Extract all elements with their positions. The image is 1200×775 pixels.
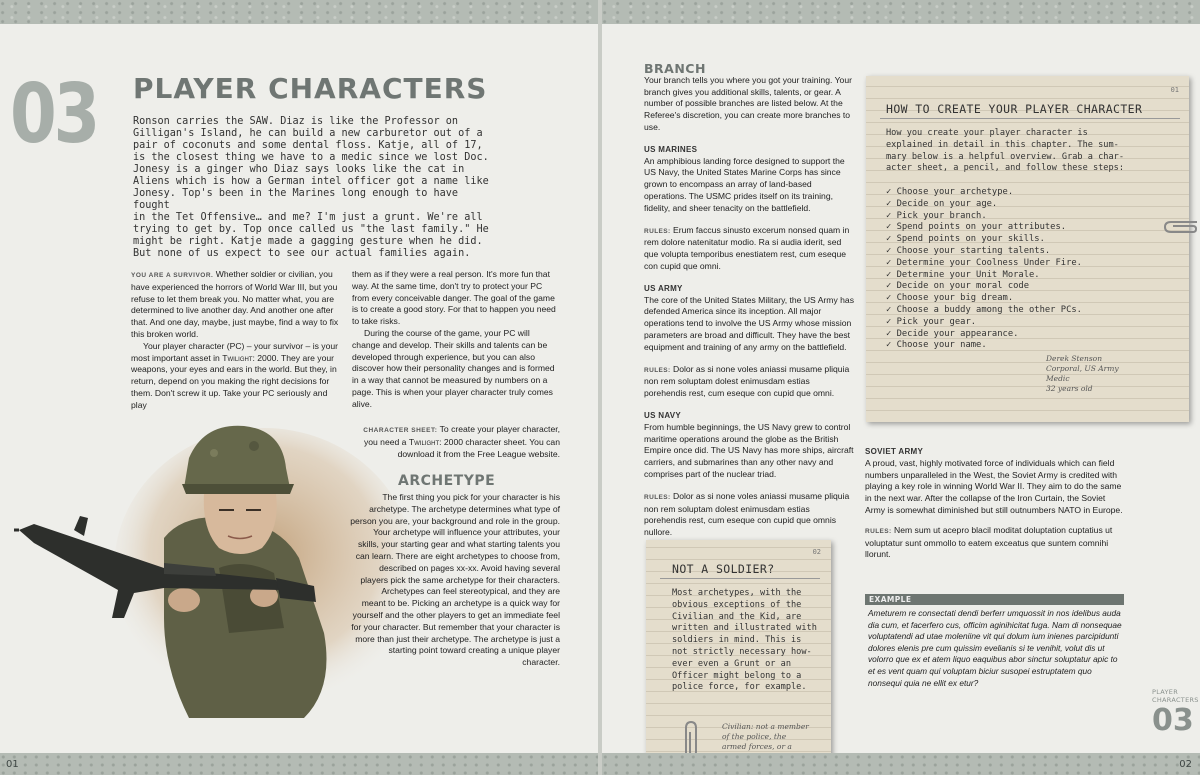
check-icon: ✓ <box>886 293 892 304</box>
step-text: Determine your Unit Morale. <box>896 269 1040 280</box>
check-icon: ✓ <box>886 245 892 256</box>
soviet-army-section <box>865 446 1125 561</box>
bottom-grunge-band-right <box>602 753 1200 775</box>
step-item <box>886 293 1082 305</box>
body-column-a <box>131 269 341 412</box>
step-item <box>886 234 1082 246</box>
realperson-paragraph: them as if they were a real person. It's more fun that way. At the same time, don't try to protect your PC from every conceivable danger. The goal of the game is to create a good story. For that to happen you need to take risks. <box>352 269 556 327</box>
rules-label: RULES: <box>644 227 671 235</box>
top-grunge-band <box>0 0 598 24</box>
step-item <box>886 258 1082 270</box>
check-icon: ✓ <box>886 328 892 339</box>
branch-marines-rules <box>644 225 854 273</box>
example-text: Ameturem re consectati dendi berferr umquossit in nos idelibus auda dia cum, et facerfero cus, officim aginihicitat fuga. Nam di nonsequae voluptatendi ad utae moleniine vit qui dolum ium inienes parcipidunti dolores elenis pre cum quissim evelianis si te venihit, volut dis ut volorro que ex et atem liquo eaquibus abor sinctur soluptatur apic to et es vent quam qui voluptam biciur susopei estruptatem quo nonsequi quia ne ellit ex etur? <box>868 608 1122 688</box>
branch-marines <box>644 144 854 215</box>
step-item <box>886 187 1082 199</box>
chapter-side-tab <box>1152 688 1200 736</box>
step-text: Decide your appearance. <box>896 328 1019 339</box>
step-item <box>886 317 1082 329</box>
step-text: Choose your name. <box>896 340 987 351</box>
branch-text: From humble beginnings, the US Navy grew to control maritime operations around the globe as the British Empire once did. The US Navy has more ships, aircraft carriers, and submarines than any other navy and comprises part of the nuclear triad. <box>644 421 854 479</box>
check-icon: ✓ <box>886 316 892 327</box>
body-column-b <box>352 269 560 411</box>
page-number-left: 01 <box>6 759 19 770</box>
survivor-text: Whether soldier or civilian, you have experienced the horrors of World War III, but you refuse to let them break you. No matter what, you are determined to live another day. And another one after that. And one day, maybe, just maybe, find a way to fix this broken world. <box>131 269 339 339</box>
rules-text: Erum faccus sinusto excerum nonsed quam in rem dolore natenitatur modio. Ra si audia iderit, sed que volupta temporibus enestiatem rest, cum eseque con cupid que omni. <box>644 224 850 271</box>
step-item <box>886 211 1082 223</box>
step-item <box>886 199 1082 211</box>
step-item <box>886 329 1082 341</box>
card-text: Most archetypes, with the obvious exceptions of the Civilian and the Kid, are written and illustrated with soldiers in mind. This is not strictly necessary how- ever even a Grunt or an Officer might belong to a police force, for example. <box>672 588 817 693</box>
card-divider <box>880 118 1180 119</box>
how-to-create-card <box>866 76 1189 422</box>
side-tab-number: 03 <box>1152 703 1194 738</box>
rules-text: Nem sum ut acepro blacil moditat doluptation cuptatius ut voluptatur sunt ommollo to eatem exceatus que suntem comnihi llorunt. <box>865 524 1113 560</box>
step-item <box>886 222 1082 234</box>
game-name: Twilight <box>222 352 253 363</box>
step-text: Choose your starting talents. <box>896 245 1051 256</box>
right-page <box>602 0 1200 775</box>
not-a-soldier-card <box>646 540 831 775</box>
branch-name: US MARINES <box>644 144 698 154</box>
check-icon: ✓ <box>886 257 892 268</box>
step-item <box>886 281 1082 293</box>
branch-intro: Your branch tells you where you got your training. Your branch gives you additional skills, talents, or gear. A number of possible branches are listed below. At the Referee's discretion, you can create more branches to use. <box>644 74 852 132</box>
branch-text: A proud, vast, highly motivated force of individuals which can field numbers unparalleled in the West, the Soviet Army is credited with playing a key role in winning World War II. They aim to do the same in the next war. After the collapse of the Iron Curtain, the Soviet Army is somewhat diminished but still outnumbers NATO in Europe. <box>865 457 1123 515</box>
rules-text: Dolor as si none voles aniassi musame pliquia non rem soluptam dolest enimusdam estias porehendis rest, cum eseque con cupid que omnis nullore. <box>644 490 850 538</box>
card-tag: 01 <box>1170 86 1179 94</box>
step-text: Pick your branch. <box>896 210 987 221</box>
branch-column <box>644 63 854 549</box>
check-icon: ✓ <box>886 198 892 209</box>
branch-name: US NAVY <box>644 410 682 420</box>
steps-list <box>886 187 1082 352</box>
pc-text-a: Your player character (PC) – your survivor – is your most important asset in <box>131 340 339 363</box>
check-icon: ✓ <box>886 187 892 197</box>
check-icon: ✓ <box>886 222 892 233</box>
step-item <box>886 340 1082 352</box>
step-item <box>886 305 1082 317</box>
step-text: Spend points on your attributes. <box>896 222 1067 233</box>
charsheet-lead: CHARACTER SHEET: <box>363 427 438 434</box>
rules-label: RULES: <box>644 366 671 374</box>
archetype-paragraph-1: The first thing you pick for your character is his archetype. The archetype determines what type of person you are, your background and role in the group. Your archetype will influence your attributes, your skills, your starting gear and what starting talents you can learn. There are eight archetypes to choose from, described on pages xx-xx. Avoid having several players pick the same archetype for their characters. <box>350 492 560 585</box>
survivor-lead: YOU ARE A SURVIVOR. <box>131 272 214 279</box>
check-icon: ✓ <box>886 210 892 221</box>
branch-army-rules <box>644 364 854 400</box>
check-icon: ✓ <box>886 234 892 245</box>
chapter-title: PLAYER CHARACTERS <box>133 72 488 105</box>
check-icon: ✓ <box>886 304 892 315</box>
rules-label: RULES: <box>644 493 671 501</box>
bottom-grunge-band <box>0 753 598 775</box>
card-title: NOT A SOLDIER? <box>672 562 775 576</box>
side-tab-label: PLAYER CHARACTERS <box>1152 688 1199 704</box>
step-item <box>886 246 1082 258</box>
step-item <box>886 270 1082 282</box>
charsheet-text-a: To create your player character, you need a <box>363 424 560 447</box>
branch-navy <box>644 410 854 481</box>
step-text: Choose a buddy among the other PCs. <box>896 304 1082 315</box>
check-icon: ✓ <box>886 269 892 280</box>
intro-fiction: Ronson carries the SAW. Diaz is like the Professor on Gilligan's Island, he can build a new carburetor out of a pair of coconuts and some dental floss. Katje, all of 17, is the closest thing we have to a medic since we lost Doc. Jonesy is a ginger who Diaz says looks like the cat in Aliens which is how a German intel officer got a name like Jonesy. Top's been in the Marines long enough to have fought in the Tet Offensive… and me? I'm just a grunt. We're all trying to get by. Top once called us "the last family." He might be right. Katje made a gagging gesture when he did. But none of us expect to see our actual families again. <box>133 116 489 259</box>
archetype-heading: ARCHETYPE <box>398 473 496 489</box>
step-text: Choose your big dream. <box>896 293 1014 304</box>
charsheet-game-name: Twilight <box>408 436 440 447</box>
branch-name: SOVIET ARMY <box>865 447 924 456</box>
branch-army <box>644 283 854 354</box>
branch-navy-rules <box>644 491 854 539</box>
step-text: Decide on your age. <box>896 198 998 209</box>
charsheet-text-b: : 2000 character sheet. You can download it from the Free League website. <box>397 436 560 459</box>
step-text: Choose your archetype. <box>896 187 1014 197</box>
step-text: Pick your gear. <box>896 316 977 327</box>
branch-text: The core of the United States Military, the US Army has defended America since its inception. All major operations tend to involve the US Army whose mission parameters are broad and difficult. They have the best equipment and training of any army on the battlefield. <box>644 294 854 352</box>
page-number-right: 02 <box>1179 759 1192 770</box>
rules-text: Dolor as si none voles aniassi musame pliquia non rem soluptam dolest enimusdam estias porehendis rest, cum eseque con cupid que omni. <box>644 363 850 399</box>
left-page <box>0 0 598 775</box>
rules-label: RULES: <box>865 527 892 535</box>
survivor-paragraph <box>131 269 341 341</box>
archetype-paragraph-2: Archetypes can feel stereotypical, and they are meant to be. Picking an archetype is a quick way for yourself and the other players to get an immediate feel for your character. But remember that your character is more than just their archetype. The archetype is just a starting point toward creating a unique player character. <box>351 586 560 668</box>
card-title: HOW TO CREATE YOUR PLAYER CHARACTER <box>886 102 1143 116</box>
paperclip-icon <box>1163 216 1199 238</box>
development-paragraph: During the course of the game, your PC will change and develop. Their skills and talents can be developed through experience, but you can also discover how their personality changes and is formed in a way that cannot be measured by numbers on a page. This is when your player character truly comes alive. <box>352 327 555 409</box>
top-grunge-band-right <box>602 0 1200 24</box>
pc-paragraph <box>131 341 341 412</box>
step-text: Determine your Coolness Under Fire. <box>896 257 1082 268</box>
card-intro: How you create your player character is explained in detail in this chapter. The sum- mary below is a helpful overview. Grab a char- acter sheet, a pencil, and follow these steps: <box>886 128 1124 174</box>
handwritten-note: Civilian: not a member of the police, the armed forces, or a <box>722 722 809 751</box>
step-text: Decide on your moral code <box>896 281 1029 292</box>
branch-heading: BRANCH <box>644 61 706 76</box>
archetype-body <box>350 492 560 669</box>
pc-text-b: : 2000. They are your weapons, your eyes and ears in the world. But they, in return, depend on you making the right decisions for them. Don't screw it up. Take your PC seriously and play <box>131 352 337 410</box>
example-label: EXAMPLE <box>865 594 1124 605</box>
branch-text: An amphibious landing force designed to support the US Navy, the United States Marine Corps has since grown to encompass an array of land-based operations. The USMC prides itself on its training, fidelity, and sheer tenacity on the battlefield. <box>644 155 845 213</box>
card-divider <box>660 578 820 579</box>
step-text: Spend points on your skills. <box>896 234 1045 245</box>
chapter-number: 03 <box>10 67 98 162</box>
handwritten-note: Derek Stenson Corporal, US Army Medic 32 years old <box>1046 354 1119 393</box>
branch-name: US ARMY <box>644 283 683 293</box>
card-tag: 02 <box>812 548 821 556</box>
check-icon: ✓ <box>886 281 892 292</box>
check-icon: ✓ <box>886 340 892 351</box>
